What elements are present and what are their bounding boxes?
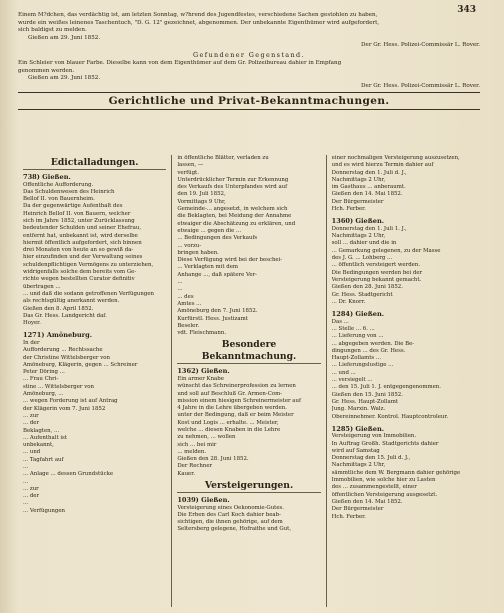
entry-line: ... zur — [23, 412, 39, 419]
entry-line: in öffentliche Blätter, verladen zu — [177, 155, 269, 161]
entry-line: ... — [23, 478, 29, 485]
entry-line: Gr. Hess. Stadtgericht — [331, 291, 393, 298]
entry-line: zu nehmen, ... wollen — [177, 434, 236, 441]
main-section-header: Gerichtliche und Privat-Bekanntmachungen. — [18, 92, 480, 110]
entry-line: Jung. Marxin. Walz. — [331, 406, 386, 413]
entry-line: Amöneburg, Klägerin, gegen ... Schreiner — [23, 361, 138, 368]
entry-line: Versteigerung eines Oekonomie-Gutes. — [177, 504, 285, 511]
entry-heading: 1285) Gießen. — [331, 424, 385, 433]
entry-heading: 1271) Amöneburg. — [23, 331, 93, 340]
entry-line: Immobilien, wie solche hier zu Lasten — [331, 477, 436, 484]
entry-line: stine ... Wittelsberger von — [23, 383, 94, 390]
entry-line: Gießen den 28. Juni 1852. — [331, 284, 403, 291]
entry-line: ... — [23, 463, 29, 470]
entry-line: ... melden. — [177, 448, 207, 455]
entry-line: Gemeinde-... angesetzt, in welchem sich — [177, 206, 288, 213]
entry-line: ... der — [23, 420, 40, 427]
entry-line: Öffentliche Aufforderung. — [23, 181, 94, 188]
entry-line: Die Bedingungen werden bei der — [331, 269, 423, 276]
entry-line: drei Monaten von heute an so gewiß da- — [23, 247, 134, 254]
entry-line: ... Frau Chri- — [23, 376, 59, 383]
entry-line: ... öffentlich versteigert werden. — [331, 262, 421, 269]
entry-line: Versteigerung bekannt gemacht. — [331, 276, 422, 283]
entry-line: ... Lieferungslustige ... — [331, 362, 394, 369]
entry-line: ... Bedingungen des Verkaufs — [177, 235, 258, 242]
entry-line: 4 Jahre in die Lehre übergeben werden. — [177, 405, 287, 412]
entry-line: Gießen den 14. Mai 1852. — [331, 498, 403, 505]
entry-line: ... — [177, 286, 183, 293]
entry-line: widrigenfalls solche dem bereits vom Ge- — [23, 269, 137, 276]
found-object-notice — [18, 60, 480, 90]
entry-line: ... des — [177, 293, 194, 300]
entry-line: und es wird hierzu Termin dahier auf — [331, 162, 434, 169]
entry-line: Da der gegenwärtige Aufenthalt des — [23, 203, 123, 210]
entry-line: Hch. Ferber. — [331, 206, 366, 213]
entry-line: Das ... — [331, 318, 349, 325]
entry-heading: 1360) Gießen. — [331, 217, 385, 226]
column-middle — [171, 155, 325, 607]
entry-line: Aufforderung ... Rechtssache — [23, 347, 103, 354]
entry-line: welche ... diesen Knaben in die Lehre — [177, 427, 281, 433]
page-number: 343 — [457, 5, 476, 15]
entry-line: etwaige ... gegen die ... — [177, 227, 242, 234]
entry-line: Hch. Ferber. — [331, 513, 366, 520]
entry-line: ... abgegeben werden. Die Be- — [331, 340, 415, 347]
entry-line: unbekannt, — [23, 442, 54, 449]
entry-line: Gießen den 14. Mai 1852. — [331, 191, 403, 198]
entry-line: Nachmittags 2 Uhr, — [331, 176, 386, 183]
entry-line: ... der — [23, 493, 40, 500]
column-left — [18, 155, 171, 607]
entry-line: wünscht das Schreinerprofession zu lernen — [177, 383, 296, 390]
entry-line: soll ... dahier und die in — [331, 240, 397, 247]
entry-line: Gießen den 8. April 1852. — [23, 305, 94, 312]
entry-line: Donnerstag den 15. Juli d. J., — [331, 455, 411, 462]
entry-line: sich im Jahre 1852, unter Zurücklassung — [23, 217, 135, 224]
entry-line: des Verkaufs des Unterpfandes wird auf — [177, 184, 288, 191]
notice-line: sich baldigst zu melden. — [18, 27, 87, 34]
notice-signature: Der Gr. Hess. Polizei-Commissär L. Rover. — [361, 42, 480, 49]
entry-line: Der Bürgermeister — [331, 198, 384, 205]
section-heading-edictalladungen: Edictalladungen. — [23, 157, 166, 170]
entry-line: hier einzufinden und der Verwaltung seines — [23, 254, 143, 261]
notice-line: genommen werden. — [18, 67, 75, 74]
entry-line: des J. G. ... Lohberg ... — [331, 255, 393, 262]
entry-line: Gr. Hess. Haupt-Zollamt — [331, 398, 398, 405]
entry-line: ... Verklagten mit dem — [177, 264, 239, 271]
section-heading-auctions: Versteigerungen. — [177, 480, 320, 493]
entry-line: Anhange ..., daß spätere Ver- — [177, 271, 258, 278]
entry-line: mission einem hiesigen Schreinermeister auf — [177, 397, 301, 404]
entry-line: Donnerstag den 1. Juli d. J., — [331, 169, 407, 176]
entry-line: ... — [23, 500, 29, 507]
entry-line: wird auf Samstag — [331, 447, 380, 454]
entry-line: ... zur — [23, 485, 39, 492]
entry-line: des ... zusammengestellt, einer — [331, 484, 417, 491]
entry-line: In Auftrag Großh. Stadtgerichts dahier — [331, 440, 439, 447]
notice-line: Ein Schleier von blauer Farbe. Dieselbe kann von dem Eigenthümer auf dem Gr. Polizeibureau dahier in Empfang — [18, 59, 342, 66]
entry-line: Der Bürgermeister — [331, 506, 384, 513]
entry-line: Nachmittags 2 Uhr, — [331, 233, 386, 240]
entry-line: ... — [177, 279, 183, 286]
entry-line: etwaiger die Abschätzung zu erklären, und — [177, 220, 296, 227]
notice-line: Einem M?dchen, das verdächtig ist, am letzten Sonntag, w?hrend des Jugendfestes, verschiedene Sachen gestohlen zu haben, — [18, 12, 378, 18]
entry-line: Das Gr. Hess. Landgericht daf. — [23, 312, 107, 319]
entry-line: Haupt-Zollamts ... — [331, 355, 382, 362]
entry-line: sämmtliche dem W. Bergmann dahier gehörige — [331, 469, 461, 476]
entry-line: Beseler. — [177, 322, 200, 329]
entry-line: Amtes ... — [177, 300, 202, 307]
notice-line: wurde ein weißes leinenes Taschentuch, "D. G. 12" gezeichnet, abgenommen. Der unbekannte Eigenthümer wird aufgefordert, — [18, 19, 380, 26]
entry-line: ... Verfügungen — [23, 507, 65, 514]
article-columns — [18, 155, 480, 607]
entry-line: ... Anlage ... dessen Grundstücke — [23, 471, 114, 478]
entry-line: Beklagten, ... — [23, 427, 60, 434]
entry-line: ... vorzu- — [177, 242, 202, 249]
top-notices — [18, 12, 480, 110]
entry-line: übertragen ... — [23, 283, 61, 290]
stolen-handkerchief-notice — [18, 12, 480, 50]
entry-line: In der — [23, 339, 40, 346]
entry-line: lassen, — — [177, 162, 204, 169]
entry-line: Kauer. — [177, 470, 195, 477]
entry-line: Obereinnehmer. Kontrol. Hauptcontroleur. — [331, 413, 449, 420]
entry-line: Seltersberg gelegene, Hofraithe und Gut, — [177, 526, 292, 533]
entry-line: sichtigen, die ihnen gehörige, auf dem — [177, 519, 283, 526]
entry-line: Peter Döring ... — [23, 369, 65, 376]
entry-line: Unterdrücklicher Termin zur Erkennung — [177, 176, 289, 183]
entry-line: der Klägerin vom 7. Juni 1852 — [23, 405, 106, 412]
entry-line: ... versiegelt ... — [331, 377, 373, 384]
entry-line: bedeutender Schulden und seiner Ehefrau, — [23, 225, 142, 232]
entry-line: entfernt hat, unbekannt ist, wird derselbe — [23, 232, 138, 239]
entry-line: ... Lieferung von ... — [331, 333, 384, 340]
entry-line: Das Schuldenwesen des Heinrich — [23, 188, 115, 195]
entry-line: bringen haben. — [177, 249, 219, 256]
entry-line: Hoyer. — [23, 320, 41, 327]
notice-signature: Der Gr. Hess. Polizei-Commissär L. Rover. — [361, 82, 480, 89]
entry-line: sich ... bei mir — [177, 441, 217, 448]
entry-line: ... wegen Forderung ist auf Antrag — [23, 398, 118, 405]
spacer — [23, 515, 166, 519]
entry-line: Ein armer Knabe — [177, 375, 224, 382]
notice-date: Gießen am 29. Juni 1852. — [28, 75, 101, 82]
entry-heading: 1284) Gießen. — [331, 310, 385, 319]
entry-line: ... und — [23, 449, 41, 456]
entry-heading: 1362) Gießen. — [177, 367, 230, 376]
spacer — [332, 521, 475, 525]
entry-line: ... Tagfahrt auf — [23, 456, 64, 463]
entry-line: richte wegen bestellten Curator definitiv — [23, 276, 135, 283]
entry-line: Gießen den 28. Juni 1852. — [177, 456, 249, 463]
entry-line: Nachmittags 2 Uhr, — [331, 462, 386, 469]
entry-line: einer nochmaligen Versteigerung auszusetzen, — [331, 155, 460, 161]
entry-line: ... und ... — [331, 369, 356, 376]
entry-line: ... den 15. Juli 1. J. entgegengenommen. — [331, 384, 441, 391]
entry-heading: 1039) Gießen. — [177, 496, 230, 505]
entry-line: Bellof II. von Bauernheim. — [23, 196, 95, 203]
entry-line: der Christine Wittelsberger von — [23, 354, 110, 361]
column-right — [326, 155, 480, 607]
section-heading-special: Besondere Bekanntmachung. — [177, 339, 320, 364]
entry-line: und soll auf Beschluß Gr. Armen-Com- — [177, 390, 283, 397]
entry-line: Kurfürstl. Hess. Justizamt — [177, 315, 248, 322]
entry-line: hiermit öffentlich aufgefordert, sich binnen — [23, 239, 142, 246]
entry-line: verfügt. — [177, 169, 199, 176]
entry-line: ... Dr. Knorr. — [331, 298, 366, 305]
entry-line: öffentlichen Versteigerung ausgesetzt. — [331, 491, 438, 498]
entry-line: Kost und Logis ... erhalte. ... Meister, — [177, 419, 279, 426]
entry-line: Vormittags 9 Uhr, — [177, 198, 226, 205]
entry-line: ... Aufenthalt ist — [23, 434, 67, 441]
entry-line: Die Erben des Carl Koch dahier beab- — [177, 511, 281, 518]
entry-line: den 19. Juli 1852, — [177, 191, 226, 198]
entry-line: ... und daß die sodann getroffenen Verfügungen — [23, 290, 154, 297]
entry-line: die Beklagten, bei Meidung der Annahme — [177, 213, 292, 220]
entry-line: ... Stelle ... 6. ... — [331, 325, 375, 332]
entry-line: dingungen ... des Gr. Hess. — [331, 347, 406, 354]
entry-heading: 738) Gießen. — [23, 173, 71, 181]
entry-line: unter der Bedingung, daß er beim Meister — [177, 412, 294, 419]
entry-line: als rechtsgültig anerkannt werden. — [23, 298, 120, 305]
entry-line: Der Rechner — [177, 463, 213, 470]
entry-line: Gießen den 15. Juni 1852. — [331, 391, 403, 398]
entry-line: Amöneburg den 7. Juni 1852. — [177, 308, 258, 315]
entry-line: Diese Verfügung wird bei der beschei- — [177, 257, 283, 264]
entry-line: Amöneburg, ... — [23, 391, 64, 398]
entry-line: Versteigerung von Immobilien. — [331, 433, 417, 440]
entry-line: Donnerstag den 1. Juli 1. J., — [331, 225, 407, 232]
notice-date: Gießen am 29. Juni 1852. — [28, 34, 101, 41]
entry-line: ... Gemarkung gelegenen, zu der Masse — [331, 247, 441, 254]
entry-line: Heinrich Bellof II. von Bauern, welcher — [23, 210, 131, 217]
entry-line: schuldenpflichtigen Vermögens zu unterziehen, — [23, 261, 154, 268]
found-object-heading: Gefundener Gegenstand. — [193, 50, 305, 59]
entry-line: im Gasthaus ... anberaumt. — [331, 184, 406, 191]
entry-line: vdt. Fleischmann. — [177, 330, 227, 337]
